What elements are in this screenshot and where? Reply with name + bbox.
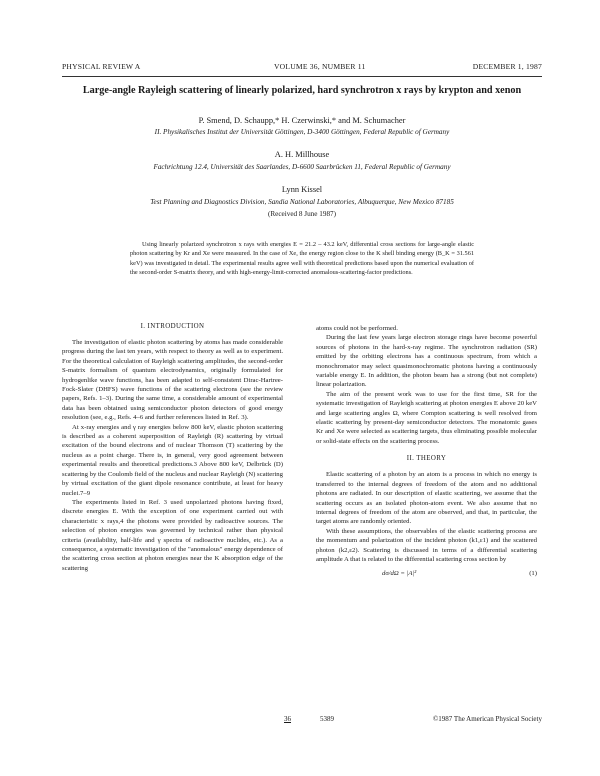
paragraph: The investigation of elastic photon scattering by atoms has made considerable progress during the last ten years, with respect to theory as well as to experiment. For the theoretical calculation of Rayleigh scattering amplitudes, the second-order S-matrix formalism of quantum electrodynamics, originally formulated for hydrogenlike wave functions, has been adapted to self-consistent Dirac-Hartree-Fock-Slater (DHFS) wave functions of the scattering electrons (see the review papers, Refs. 1–3). During the same time, a considerable amount of experimental data has been obtained using semiconductor photon detectors of good energy resolution (see, e.g., Refs. 4–6 and further references listed in Ref. 3). bbox=[62, 339, 283, 422]
paragraph: Elastic scattering of a photon by an atom is a process in which no energy is transferred to the internal degrees of freedom of the atom and no additional photons are radiated. In our description of elastic scattering, we assume that the scattering occurs as an isolated photon-atom event. We also assume that no internal degrees of freedom of the atom are observed, and that, in particular, the target atoms are randomly oriented. bbox=[316, 471, 537, 526]
section-heading-introduction: I. INTRODUCTION bbox=[140, 323, 205, 330]
header-rule bbox=[62, 76, 542, 77]
affiliation-2: Fachrichtung 12.4, Universität des Saarlandes, D-6600 Saarbrücken 11, Federal Republic of Germany bbox=[153, 163, 451, 171]
right-column bbox=[316, 324, 537, 581]
paragraph: With these assumptions, the observables of the elastic scattering process are the momentum and polarization of the incident photon (k1,ε1) and the scattered photon (k2,ε2). Scattering is discussed in terms of a differential scattering amplitude A that is related to the differential scattering cross section by bbox=[316, 527, 537, 563]
footer-volume: 36 bbox=[284, 715, 291, 723]
copyright: ©1987 The American Physical Society bbox=[432, 715, 542, 723]
page-number: 5389 bbox=[320, 715, 334, 723]
equation-1 bbox=[316, 569, 537, 581]
paragraph: During the last few years large electron storage rings have become powerful sources of photons in the hard-x-ray regime. The synchrotron radiation (SR) emitted by the orbiting electrons has a continuous spectrum, from which a monochromator may select quasimonochromatic photons having a continuously variable energy E. In addition, the photon beam has a strong (but not complete) linear polarization. bbox=[316, 334, 537, 389]
author-line-2: A. H. Millhouse bbox=[274, 150, 330, 159]
paragraph: The experiments listed in Ref. 3 used unpolarized photons having fixed, discrete energies E. With the exception of one experiment carried out with characteristic x rays,4 the photons were provided by radioactive sources. The selection of photon energies was governed by technical rather than physical criteria (availability, half-life and γ spectra of radioactive nuclides, etc.). As a consequence, a systematic investigation of the "anomalous" energy dependence of the scattering cross section at photon energies near the K absorption edge of the scattering bbox=[62, 498, 283, 572]
paragraph-continued: atoms could not be performed. bbox=[316, 325, 398, 332]
issue-date: DECEMBER 1, 1987 bbox=[472, 62, 542, 71]
affiliation-1: II. Physikalisches Institut der Universität Göttingen, D-3400 Göttingen, Federal Republic of Germany bbox=[154, 128, 450, 136]
paragraph: The aim of the present work was to use for the first time, SR for the systematic investigation of Rayleigh scattering at photon energies E above 20 keV and large scattering angles Ω, where Compton scattering is well resolved from elastic scattering by present-day semiconductor detectors. The monatomic gases Kr and Xe were selected as scattering targets, thus eliminating possible molecular or solid-state effects on the scattering process. bbox=[316, 390, 537, 445]
paragraph: At x-ray energies and γ ray energies below 800 keV, elastic photon scattering is described as a coherent superposition of Rayleigh (R) scattering by virtual excitation of the bound electrons and of nuclear Thomson (T) scattering by the nucleus as a point charge. There is, in general, very good agreement between experimental results and theoretical predictions.3 Above 800 keV, Delbrück (D) scattering by the Coulomb field of the nucleus and nuclear Rayleigh (N) scattering by virtual excitation of the giant dipole resonance contribute, at least for heavy nuclei.7–9 bbox=[62, 423, 283, 497]
journal-name: PHYSICAL REVIEW A bbox=[62, 62, 141, 71]
equation-number: (1) bbox=[529, 570, 537, 578]
received-date: (Received 8 June 1987) bbox=[267, 210, 337, 218]
section-heading-theory: II. THEORY bbox=[406, 455, 447, 463]
affiliation-3: Test Planning and Diagnostics Division, Sandia National Laboratories, Albuquerque, New Mexico 87185 bbox=[150, 198, 454, 206]
volume-number: VOLUME 36, NUMBER 11 bbox=[274, 62, 366, 71]
article-title: Large-angle Rayleigh scattering of linearly polarized, hard synchrotron x rays by krypton and xenon bbox=[82, 85, 522, 96]
equation-text: dσ/dΩ = |A|² bbox=[382, 570, 417, 578]
author-line-3: Lynn Kissel bbox=[281, 185, 323, 194]
running-head bbox=[62, 62, 542, 74]
abstract: Using linearly polarized synchrotron x rays with energies E = 21.2 – 43.2 keV, differential cross sections for large-angle elastic photon scattering by Kr and Xe were measured. In the case of Xe, the energy region close to the K shell binding energy (B_K = 31.561 keV) was investigated in detail. The experimental results agree well with theoretical predictions based upon the numerical evaluation of the second-order S-matrix theory, and with high-energy-limit-corrected anomalous-scattering-factor predictions. bbox=[130, 241, 474, 277]
author-line-1: P. Smend, D. Schaupp,* H. Czerwinski,* and M. Schumacher bbox=[198, 116, 406, 125]
page-footer bbox=[62, 715, 542, 727]
left-column bbox=[62, 324, 283, 573]
